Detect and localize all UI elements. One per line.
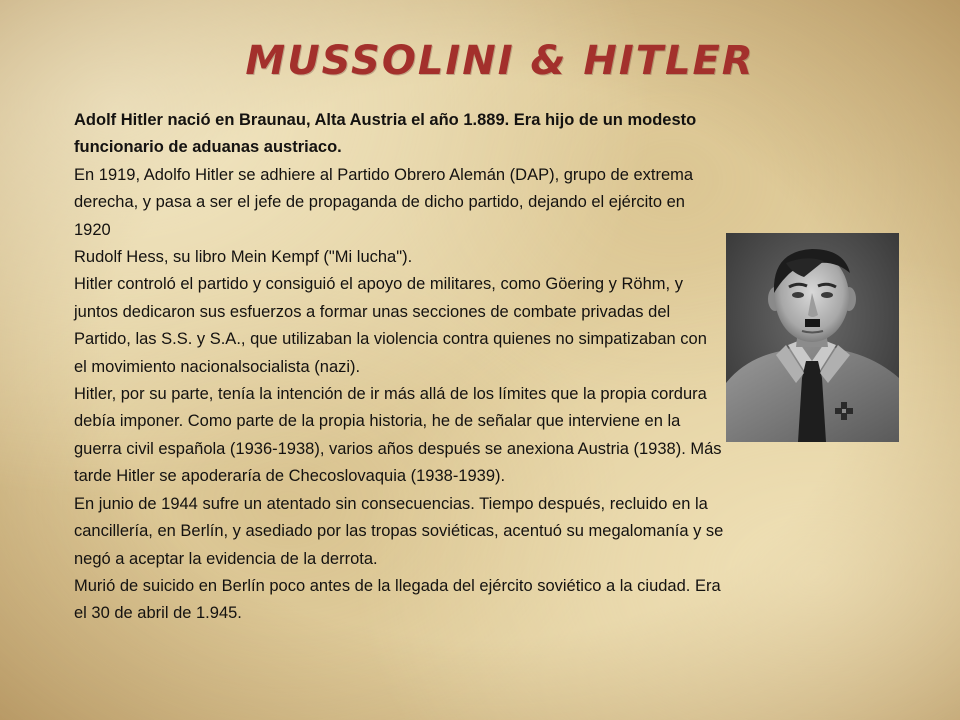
paragraph-hess: Rudolf Hess, su libro Mein Kempf ("Mi lucha"). (74, 248, 413, 267)
slide-title: MUSSOLINI & HITLER (245, 38, 755, 84)
paragraph-dap: En 1919, Adolfo Hitler se adhiere al Partido Obrero Alemán (DAP), grupo de extrema derecha, y pasa a ser el jefe de propaganda de dicho partido, dejando el ejército en 1920 (74, 165, 694, 239)
paragraph-death: Murió de suicido en Berlín poco antes de la llegada del ejército soviético a la ciudad. Era el 30 de abril de 1.945. (74, 576, 721, 623)
portrait-photo (726, 233, 899, 442)
body-text (74, 107, 724, 628)
paragraph-1944: En junio de 1944 sufre un atentado sin consecuencias. Tiempo después, recluido en la cancillería, en Berlín, y asediado por las tropas soviéticas, acentuó su megalomanía y se negó a aceptar la evidencia de la derrota. (74, 494, 724, 568)
portrait-illustration (726, 233, 899, 442)
paragraph-birth: Adolf Hitler nació en Braunau, Alta Austria el año 1.889. Era hijo de un modesto funcionario de aduanas austriaco. (74, 111, 697, 157)
paragraph-expansion: Hitler, por su parte, tenía la intención de ir más allá de los límites que la propia cordura debía imponer. Como parte de la propia historia, he de señalar que interviene en la guerra civil española (1936-1938), varios años después se anexiona Austria (1938). Más tarde Hitler se apoderaría de Checoslovaquia (1938-1939). (74, 385, 722, 486)
paragraph-party: Hitler controló el partido y consiguió el apoyo de militares, como Göering y Röhm, y juntos dedicaron sus esfuerzos a formar unas secciones de combate privadas del Partido, las S.S. y S.A., que utilizaban la violencia contra quienes no simpatizaban con el movimiento nacionalsocialista (nazi). (74, 275, 707, 376)
